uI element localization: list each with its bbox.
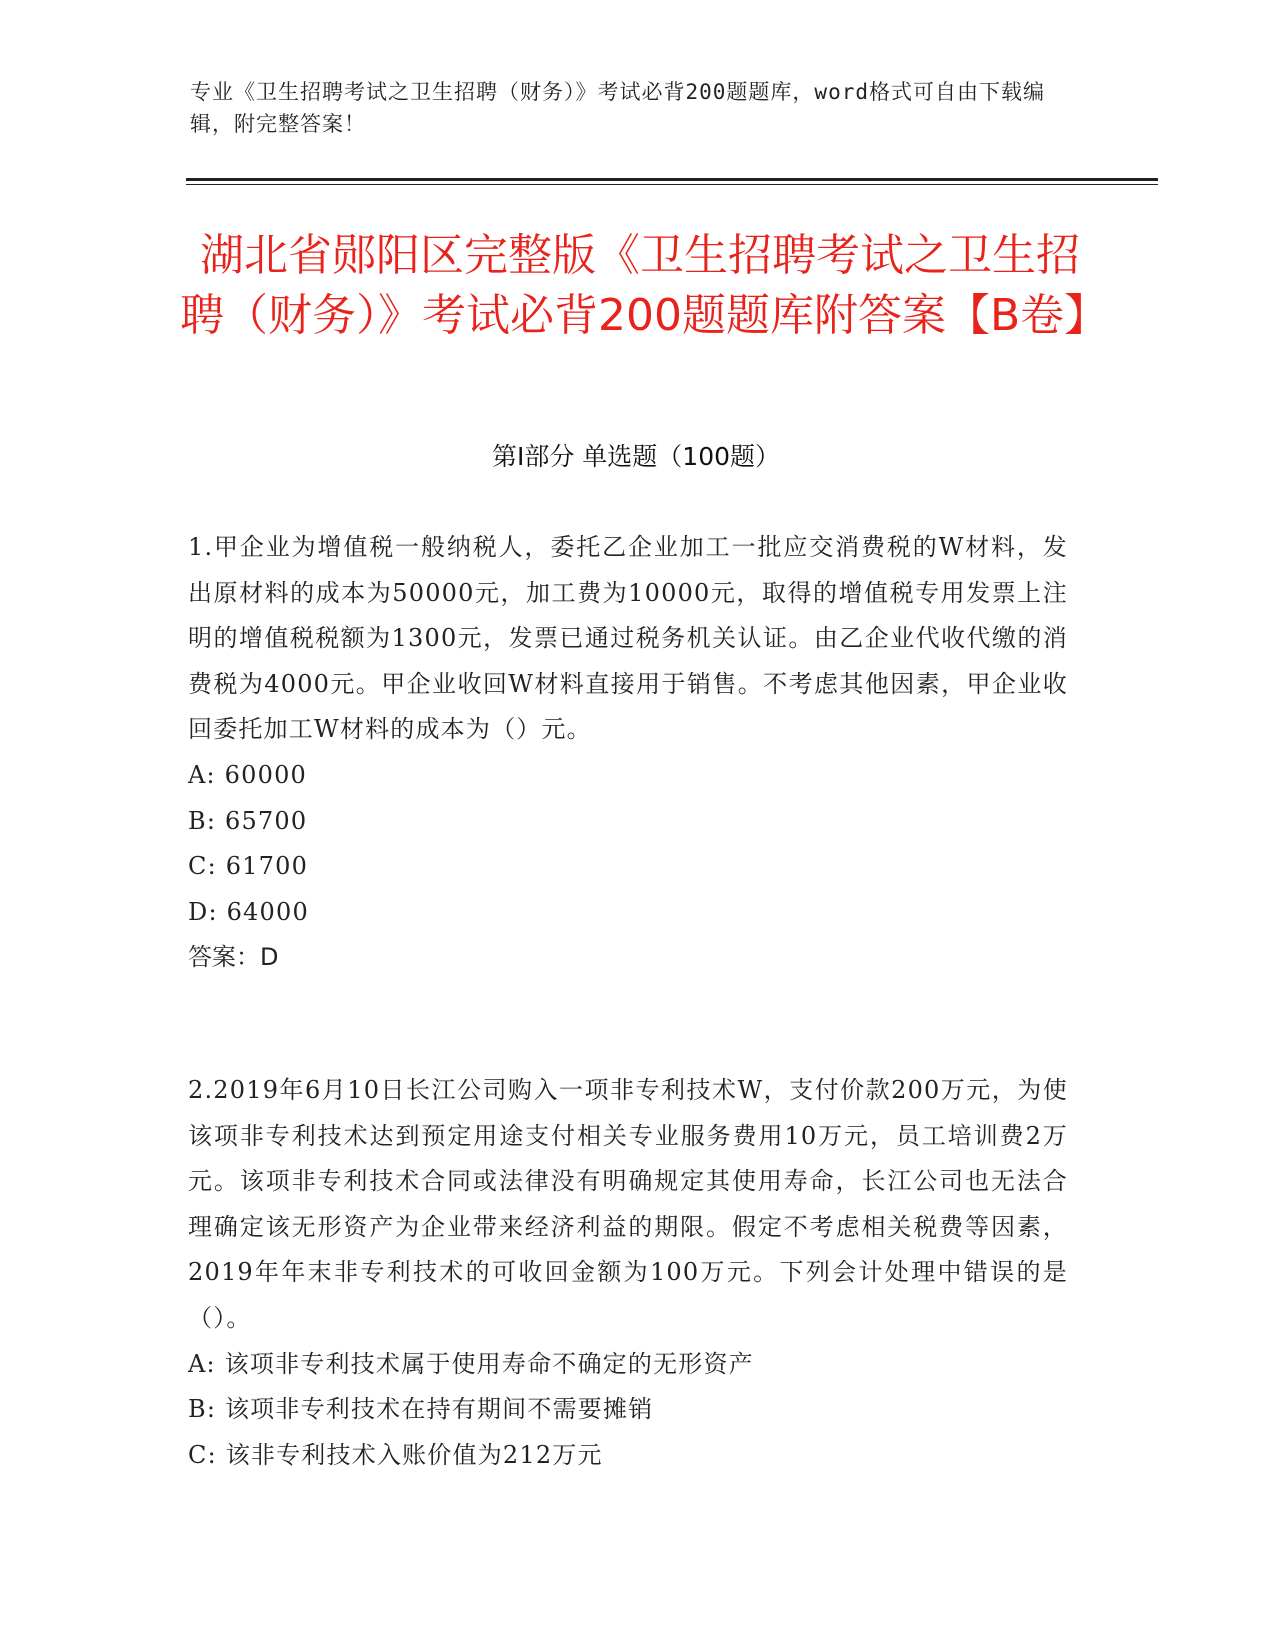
header-rule-thin [186,184,1158,185]
option-b [188,1387,1068,1433]
option-letter: C: [188,1440,217,1469]
document-title: 湖北省郧阳区完整版《卫生招聘考试之卫生招聘（财务）》考试必背200题题库附答案【B卷】 [180,230,1109,341]
header-rule-thick [186,178,1158,181]
option-c [188,844,1068,890]
option-text: 该项非专利技术在持有期间不需要摊销 [224,1395,654,1424]
question-text: 2.2019年6月10日长江公司购入一项非专利技术W，支付价款200万元，为使该项非专利技术达到预定用途支付相关专业服务费用10万元，员工培训费2万元。该项非专利技术合同或法律没有明确规定其使用寿命，长江公司也无法合理确定该无形资产为企业带来经济利益的期限。假定不考虑相关税费等因素，2019年年末非专利技术的可收回金额为100万元。下列会计处理中错误的是（）。 [188,1076,1068,1332]
option-letter: B: [188,1395,217,1424]
option-text: 60000 [224,760,308,789]
question-2 [188,1068,1068,1478]
option-text: 该非专利技术入账价值为212万元 [225,1440,603,1469]
question-1 [188,525,1068,981]
option-text: 64000 [226,897,309,926]
option-text: 65700 [224,806,308,835]
option-a [188,753,1068,799]
answer: 答案：D [188,943,279,972]
option-letter: D: [188,897,218,926]
option-c [188,1433,1068,1479]
option-letter: A: [188,1349,216,1378]
option-letter: A: [188,760,216,789]
option-letter: C: [188,852,217,881]
option-d [188,890,1068,936]
option-text: 61700 [225,852,309,881]
header-note: 专业《卫生招聘考试之卫生招聘（财务）》考试必背200题题库，word格式可自由下载编辑，附完整答案！ [190,80,1045,136]
option-text: 该项非专利技术属于使用寿命不确定的无形资产 [224,1349,754,1378]
question-text: 1.甲企业为增值税一般纳税人，委托乙企业加工一批应交消费税的W材料，发出原材料的成本为50000元，加工费为10000元，取得的增值税专用发票上注明的增值税税额为1300元，发票已通过税务机关认证。由乙企业代收代缴的消费税为4000元。甲企业收回W材料直接用于销售。不考虑其他因素，甲企业收回委托加工W材料的成本为（）元。 [188,533,1068,744]
option-b [188,799,1068,845]
option-a [188,1342,1068,1388]
section-title: 第I部分 单选题（100题） [491,442,781,471]
option-letter: B: [188,806,217,835]
